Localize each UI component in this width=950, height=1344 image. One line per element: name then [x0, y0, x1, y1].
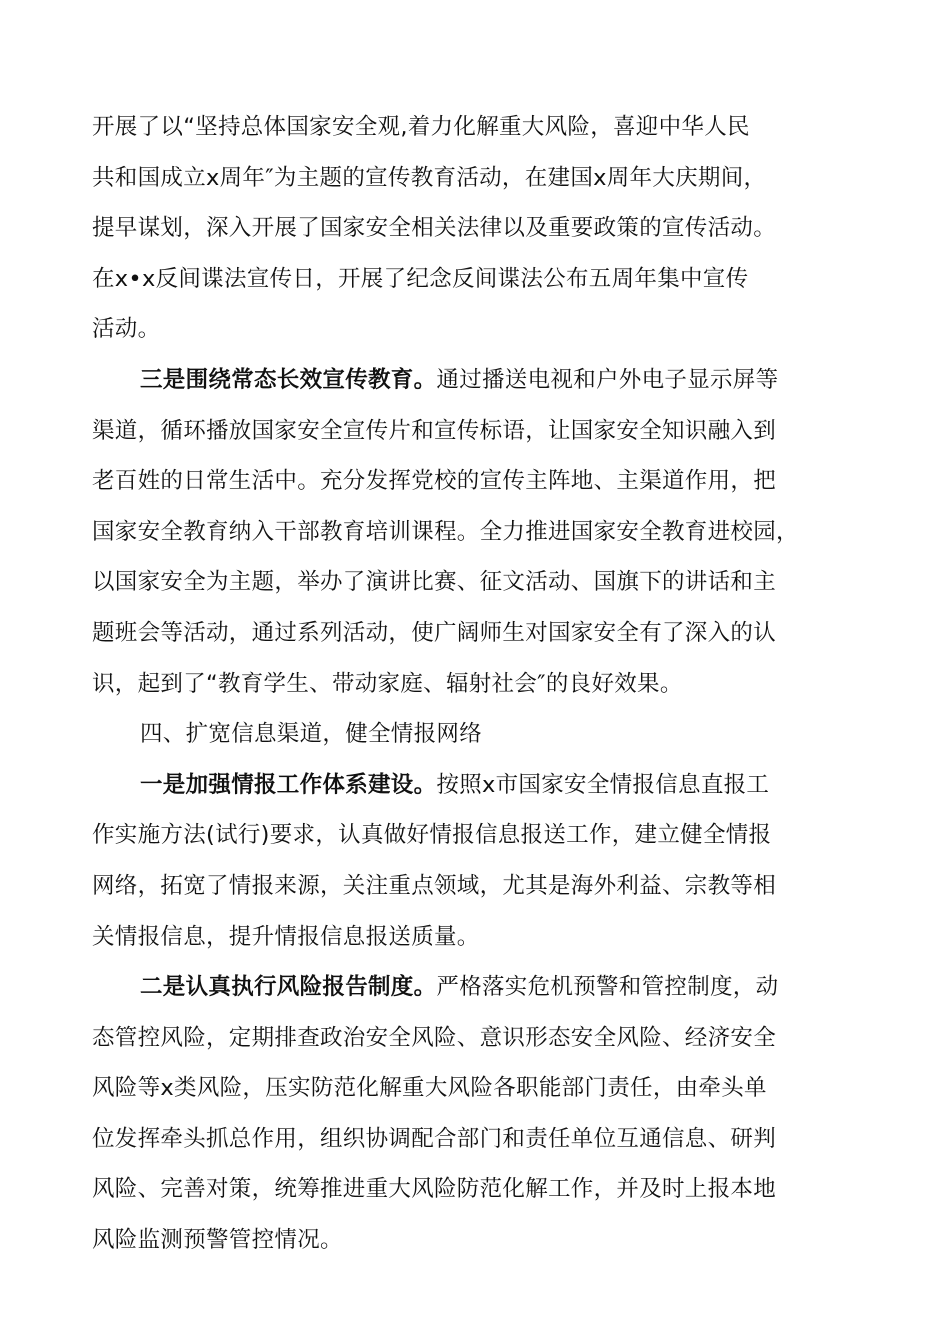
paragraph-line: 以国家安全为主题，举办了演讲比赛、征文活动、国旗下的讲话和主 — [92, 569, 777, 596]
paragraph-line: 渠道，循环播放国家安全宣传片和宣传标语，让国家安全知识融入到 — [92, 417, 777, 444]
paragraph-risk-reporting — [92, 962, 882, 1266]
paragraph-line: 在x•x反间谍法宣传日，开展了纪念反间谍法公布五周年集中宣传 — [92, 265, 749, 292]
paragraph-lead-heading: 一是加强情报工作体系建设。 — [140, 771, 437, 798]
paragraph-line: 识，起到了“教育学生、带动家庭、辐射社会″的良好效果。 — [92, 670, 683, 697]
paragraph-text: 按照x市国家安全情报信息直报工 — [436, 771, 770, 798]
paragraph-line: 关情报信息，提升情报信息报送质量。 — [92, 923, 480, 950]
paragraph-lead-heading: 二是认真执行风险报告制度。 — [140, 974, 437, 1001]
paragraph-national-security-campaign — [92, 102, 882, 355]
document-body — [92, 102, 882, 1266]
paragraph-first-line — [92, 760, 882, 811]
paragraph-line: 风险、完善对策，统筹推进重大风险防范化解工作，并及时上报本地 — [92, 1176, 777, 1203]
paragraph-line: 作实施方法(试行)要求，认真做好情报信息报送工作，建立健全情报 — [92, 822, 772, 849]
paragraph-line: 题班会等活动，通过系列活动，使广阔师生对国家安全有了深入的认 — [92, 619, 777, 646]
paragraph-lead-heading: 三是围绕常态长效宣传教育。 — [140, 366, 437, 393]
paragraph-line: 网络，拓宽了情报来源，关注重点领域，尤其是海外利益、宗教等相 — [92, 872, 777, 899]
paragraph-first-line — [92, 962, 882, 1013]
paragraph-line: 态管控风险，定期排查政治安全风险、意识形态安全风险、经济安全 — [92, 1024, 777, 1051]
paragraph-line: 风险监测预警管控情况。 — [92, 1227, 343, 1254]
paragraph-line: 提早谋划，深入开展了国家安全相关法律以及重要政策的宣传活动。 — [92, 215, 777, 242]
paragraph-text: 通过播送电视和户外电子显示屏等 — [436, 366, 779, 393]
paragraph-line: 活动。 — [92, 316, 161, 343]
paragraph-first-line — [92, 355, 882, 406]
paragraph-line: 开展了以“坚持总体国家安全观,着力化解重大风险，喜迎中华人民 — [92, 114, 750, 140]
paragraph-regular-education — [92, 355, 882, 709]
paragraph-line: 风险等x类风险，压实防范化解重大风险各职能部门责任，由牵头单 — [92, 1075, 767, 1102]
paragraph-text: 严格落实危机预警和管控制度，动 — [436, 974, 779, 1001]
paragraph-line: 老百姓的日常生活中。充分发挥党校的宣传主阵地、主渠道作用，把 — [92, 468, 777, 495]
section-heading: 四、扩宽信息渠道，健全情报网络 — [140, 721, 483, 748]
paragraph-line: 共和国成立x周年″为主题的宣传教育活动，在建国x周年大庆期间， — [92, 164, 767, 191]
paragraph-line: 国家安全教育纳入干部教育培训课程。全力推进国家安全教育进校园， — [92, 518, 799, 545]
paragraph-line: 位发挥牵头抓总作用，组织协调配合部门和责任单位互通信息、研判 — [92, 1125, 777, 1152]
paragraph-intelligence-system — [92, 760, 882, 962]
